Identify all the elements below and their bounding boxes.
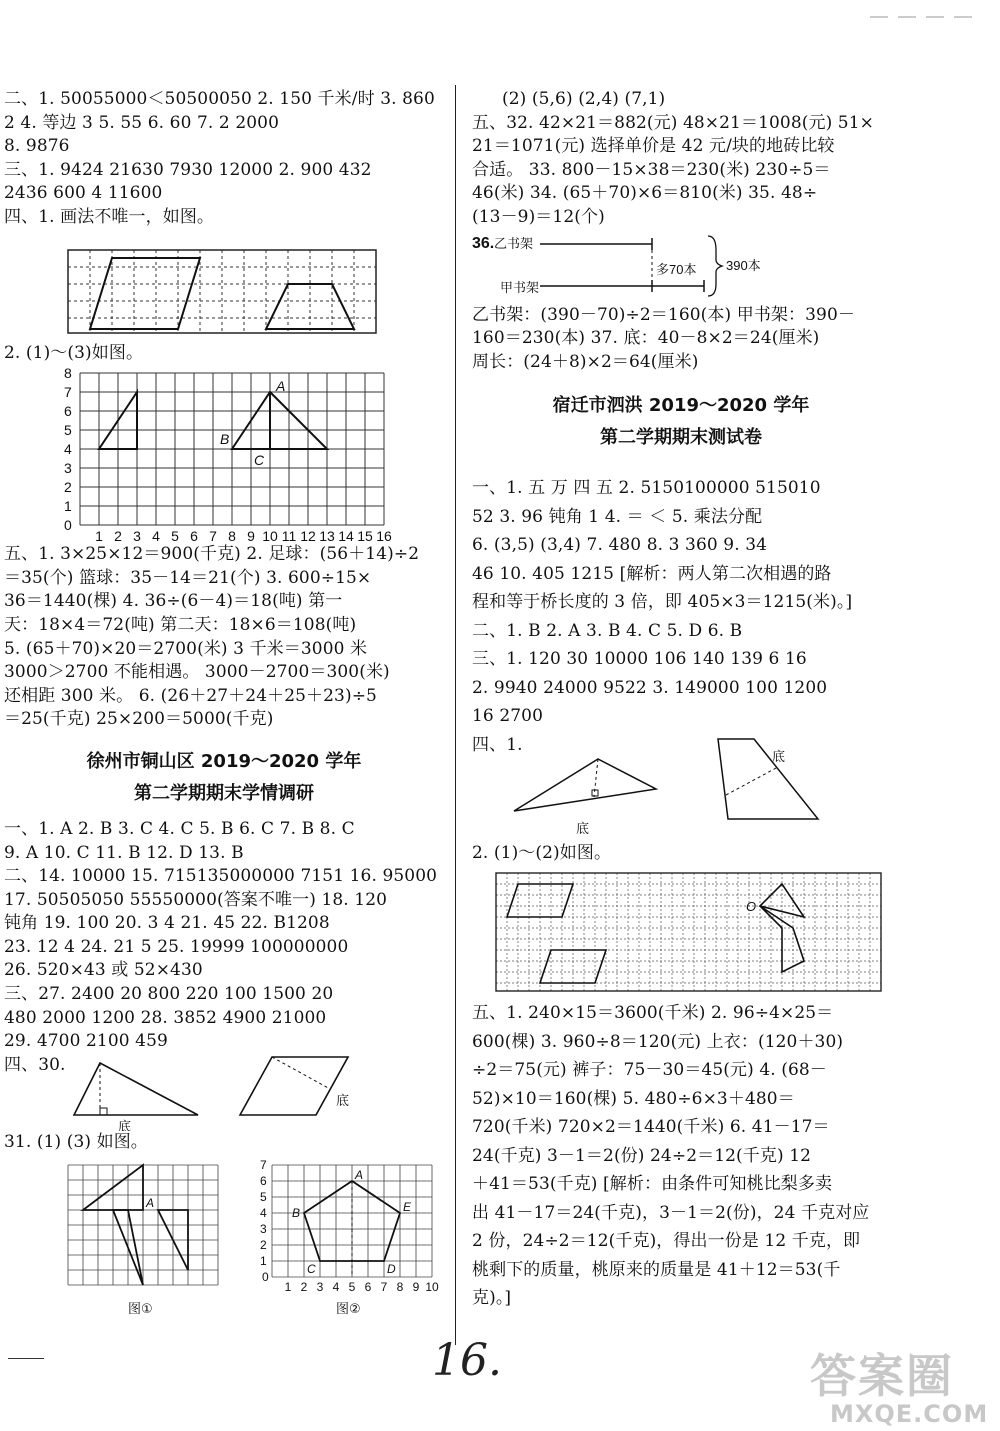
grid-border <box>496 873 881 991</box>
x-tick: 15 <box>357 528 373 544</box>
parallelogram-30 <box>240 1057 348 1115</box>
text-line: 23. 12 4 24. 21 5 25. 19999 100000000 <box>4 936 349 957</box>
text-line: 二、14. 10000 15. 715135000000 7151 16. 95000 <box>4 866 438 887</box>
x-tick: 6 <box>190 528 198 544</box>
x-tick: 7 <box>209 528 217 544</box>
point-label-b: B <box>292 1206 301 1221</box>
y-tick: 1 <box>64 498 72 515</box>
y-tick: 0 <box>64 517 72 534</box>
figure-caption-1: 图① <box>128 1301 153 1317</box>
figure-caption-2: 图② <box>336 1301 361 1317</box>
text-line: 钝角 19. 100 20. 3 4 21. 45 22. B1208 <box>4 913 330 934</box>
y-tick: 4 <box>260 1206 267 1221</box>
figure-31 <box>4 1155 444 1317</box>
text-line: 合适。 33. 800－15×38＝230(米) 230÷5＝ <box>472 159 831 180</box>
figure-4-2 <box>472 867 890 999</box>
x-tick: 1 <box>284 1280 292 1295</box>
y-tick: 0 <box>262 1270 269 1285</box>
left-section-2 <box>4 818 444 1078</box>
text-line: 16 2700 <box>472 706 543 727</box>
text-line: (2) (5,6) (2,4) (7,1) <box>502 89 666 109</box>
text-line: 四、1. <box>472 734 523 755</box>
text-line: 2436 600 4 11600 <box>4 183 163 204</box>
point-label-b: B <box>220 431 230 448</box>
figure-31-svg <box>4 1155 444 1317</box>
text-line: 一、1. 五 万 四 五 2. 5150100000 515010 <box>472 478 821 499</box>
right-column <box>472 88 890 1313</box>
text-line: 52 3. 96 钝角 1 4. ＝ ＜ 5. 乘法分配 <box>472 506 763 527</box>
x-tick: 2 <box>300 1280 308 1295</box>
text-line: ＋41＝53(千克) [解析：由条件可知桃比梨多卖 <box>472 1174 833 1195</box>
x-tick: 8 <box>228 528 236 544</box>
right-36-answers <box>472 304 890 375</box>
figure-30-svg <box>4 1055 444 1131</box>
point-label-c: C <box>307 1262 316 1277</box>
section-title: 徐州市铜山区 2019～2020 学年 <box>86 750 362 772</box>
text-line: 29. 4700 2100 459 <box>4 1031 168 1052</box>
coordinate-grid-2 <box>4 365 444 543</box>
x-tick: 1 <box>95 528 103 544</box>
trapezoid-4-1 <box>718 739 818 819</box>
text-line: ＝35(个) 篮球：35－14＝21(个) 3. 600÷15× <box>4 567 372 588</box>
top-edge-mark <box>870 6 980 14</box>
watermark <box>810 1340 995 1430</box>
text-line: 2. 9940 24000 9522 3. 149000 100 1200 <box>472 677 828 698</box>
text-line: (13－9)＝12(个) <box>472 206 605 227</box>
y-tick: 5 <box>64 422 72 439</box>
question-number: 36. <box>472 234 495 252</box>
text-line: 天：18×4＝72(吨) 第二天：18×6＝108(吨) <box>4 614 357 635</box>
y-tick: 2 <box>260 1238 267 1253</box>
point-label-e: E <box>403 1200 412 1215</box>
text-line: 6. (3,5) (3,4) 7. 480 8. 3 360 9. 34 <box>472 535 768 556</box>
parallelogram-original <box>507 884 573 917</box>
text-line: 46(米) 34. (65＋70)×6＝810(米) 35. 48÷ <box>472 183 818 204</box>
y-tick: 1 <box>260 1254 267 1269</box>
x-tick: 12 <box>300 528 316 544</box>
base-label: 底 <box>576 821 590 837</box>
watermark-url: MXQE.COM <box>830 1400 989 1428</box>
x-tick: 5 <box>171 528 179 544</box>
x-axis-ticks <box>95 528 392 543</box>
text-line: 720(千米) 720×2＝1440(千米) 6. 41－17＝ <box>472 1117 830 1138</box>
right-angle-mark <box>100 1108 107 1115</box>
label-jia: 甲书架 <box>500 279 540 295</box>
x-tick: 5 <box>348 1280 356 1295</box>
base-label: 底 <box>772 749 786 765</box>
x-tick: 8 <box>396 1280 404 1295</box>
text-line: 出 41－17＝24(千克)，3－1＝2(份)，24 千克对应 <box>472 1202 870 1223</box>
label-total: 390本 <box>726 257 761 273</box>
text-line: 五、1. 3×25×12＝900(千克) 2. 足球：(56＋14)÷2 <box>4 544 420 565</box>
text-line: 160＝230(本) 37. 底：40－8×2＝24(厘米) <box>472 328 820 349</box>
column-divider <box>455 85 456 1345</box>
label-more: 多70本 <box>656 261 697 277</box>
text-line: 2 份，24÷2＝12(千克)，得出一份是 12 千克，即 <box>472 1231 861 1252</box>
height-line <box>726 767 778 795</box>
text-line: 四、1. 画法不唯一，如图。 <box>4 206 215 227</box>
text-line: 3000＞2700 不能相遇。 3000－2700＝300(米) <box>4 662 390 683</box>
text-line: 周长：(24＋8)×2＝64(厘米) <box>472 351 699 372</box>
right-section-3-answers <box>472 999 890 1313</box>
x-tick: 10 <box>425 1280 439 1295</box>
y-tick: 3 <box>64 460 72 477</box>
y-tick: 6 <box>64 403 72 420</box>
x-tick: 9 <box>247 528 255 544</box>
x-tick: 7 <box>380 1280 388 1295</box>
text-line: 乙书架：(390－70)÷2＝160(本) 甲书架：390－ <box>472 304 855 325</box>
right-section-3 <box>472 474 890 759</box>
text-line: 三、1. 120 30 10000 106 140 139 6 16 <box>472 649 807 670</box>
x-tick: 2 <box>114 528 122 544</box>
y-tick: 2 <box>64 479 72 496</box>
text-line: 46 10. 405 1215 [解析：两人第二次相遇的路 <box>472 563 832 584</box>
brace <box>708 236 722 296</box>
section-title: 宿迁市泗洪 2019～2020 学年 <box>552 395 810 417</box>
text-line: 480 2000 1200 28. 3852 4900 21000 <box>4 1007 327 1028</box>
text-line: 克)。] <box>472 1288 512 1309</box>
right-top-answers <box>472 88 890 230</box>
x-tick: 14 <box>338 528 354 544</box>
y-tick: 7 <box>260 1158 267 1173</box>
y-tick: 7 <box>64 384 72 401</box>
y-tick: 5 <box>260 1190 267 1205</box>
triangle-abc <box>232 392 327 449</box>
text-line: 2 4. 等边 3 5. 55 6. 60 7. 2 2000 <box>4 112 279 133</box>
grid-figure-1 <box>4 230 444 342</box>
x-tick: 4 <box>332 1280 340 1295</box>
footer-dash <box>8 1358 44 1359</box>
triangle-4-1 <box>514 759 656 811</box>
point-label-d: D <box>387 1262 396 1277</box>
base-label: 底 <box>118 1119 132 1132</box>
point-label-a: A <box>355 1168 364 1183</box>
triangle-30 <box>74 1063 198 1115</box>
grid-lines <box>496 873 881 991</box>
text-line: 26. 520×43 或 52×430 <box>4 960 203 981</box>
text-line: 五、32. 42×21＝882(元) 48×21＝1008(元) 51× <box>472 112 874 133</box>
text-line: 一、1. A 2. B 3. C 4. C 5. B 6. C 7. B 8. C <box>4 818 355 839</box>
text-line: 31. (1) (3) 如图。 <box>4 1132 148 1153</box>
y-tick: 4 <box>64 441 72 458</box>
watermark-logo-text: 答案圈 <box>810 1349 954 1403</box>
section-subtitle: 第二学期期末测试卷 <box>600 427 762 449</box>
point-label-c: C <box>254 452 265 469</box>
y-tick: 8 <box>64 365 72 382</box>
text-line: 还相距 300 米。 6. (26＋27＋24＋25＋23)÷5 <box>4 685 377 706</box>
x-tick: 3 <box>316 1280 324 1295</box>
section-subtitle: 第二学期期末学情调研 <box>134 782 314 804</box>
left-section-1-answers <box>4 543 444 732</box>
text-line: 600(棵) 3. 960÷8＝120(元) 上衣：(120＋30) <box>472 1031 844 1052</box>
point-label-o: O <box>746 899 757 915</box>
figure-4-1-svg <box>472 735 890 839</box>
text-line: 桃剩下的质量，桃原来的质量是 41＋12＝53(千 <box>472 1259 841 1280</box>
left-column <box>4 88 444 1317</box>
point-label-a: A <box>146 1196 155 1211</box>
y-axis-ticks-2 <box>260 1158 269 1284</box>
text-line: 程和等于桥长度的 3 倍，即 405×3＝1215(米)。] <box>472 592 853 613</box>
text-line: 21＝1071(元) 选择单价是 42 元/块的地砖比较 <box>472 136 835 157</box>
figure-coordinate-triangles <box>4 365 444 543</box>
figure-parallelogram-trapezoid <box>4 230 444 342</box>
text-line: 9. A 10. C 11. B 12. D 13. B <box>4 842 244 863</box>
text-line: 五、1. 240×15＝3600(千米) 2. 96÷4×25＝ <box>472 1003 834 1024</box>
label-yi: 乙书架 <box>494 235 534 251</box>
text-line: 三、1. 9424 21630 7930 12000 2. 900 432 <box>4 159 372 180</box>
x-axis-ticks-2 <box>285 1280 439 1294</box>
text-line: ÷2＝75(元) 裤子：75－30＝45(元) 4. (68－ <box>472 1060 827 1081</box>
handwritten-page-number: 16. <box>432 1335 502 1386</box>
text-line: 17. 50505050 55550000(答案不唯一) 18. 120 <box>4 889 388 910</box>
figure-30 <box>4 1055 444 1131</box>
text-line: 5. (65＋70)×20＝2700(米) 3 千米＝3000 米 <box>4 638 368 659</box>
x-tick: 11 <box>281 528 297 544</box>
text-line: 36＝1440(棵) 4. 36÷(6－4)＝18(吨) 第一 <box>4 591 343 612</box>
diagram-36 <box>472 230 890 304</box>
diagram-36-svg <box>472 230 890 304</box>
text-line: 2. (1)～(3)如图。 <box>4 342 144 363</box>
text-line: 24(千克) 3－1＝2(份) 24÷2＝12(千克) 12 <box>472 1145 812 1166</box>
text-line: 二、1. 50055000＜50500050 2. 150 千米/时 3. 860 <box>4 89 435 109</box>
x-tick: 6 <box>364 1280 372 1295</box>
point-label-a: A <box>276 378 286 395</box>
x-tick: 3 <box>133 528 141 544</box>
text-line: 2. (1)～(2)如图。 <box>472 843 612 864</box>
grid-lines <box>68 250 376 333</box>
x-tick: 4 <box>152 528 160 544</box>
x-tick: 10 <box>262 528 278 544</box>
y-tick: 3 <box>260 1222 267 1237</box>
x-tick: 16 <box>376 528 392 544</box>
text-line: 52)×10＝160(棵) 5. 480÷6×3＋480＝ <box>472 1088 795 1109</box>
text-line: 四、30. <box>4 1054 66 1075</box>
base-label: 底 <box>336 1093 350 1109</box>
figure-4-2-svg <box>472 867 890 999</box>
left-section-1 <box>4 88 444 230</box>
x-tick: 13 <box>319 528 335 544</box>
text-line: 三、27. 2400 20 800 220 100 1500 20 <box>4 984 334 1005</box>
height-line <box>594 759 598 797</box>
text-line: 8. 9876 <box>4 136 70 157</box>
figure-4-1 <box>472 735 890 839</box>
height-line <box>272 1057 330 1089</box>
y-tick: 6 <box>260 1174 267 1189</box>
x-tick: 9 <box>412 1280 420 1295</box>
text-line: ＝25(千克) 25×200＝5000(千克) <box>4 709 274 730</box>
y-axis-ticks <box>64 365 72 533</box>
text-line: 二、1. B 2. A 3. B 4. C 5. D 6. B <box>472 620 743 641</box>
